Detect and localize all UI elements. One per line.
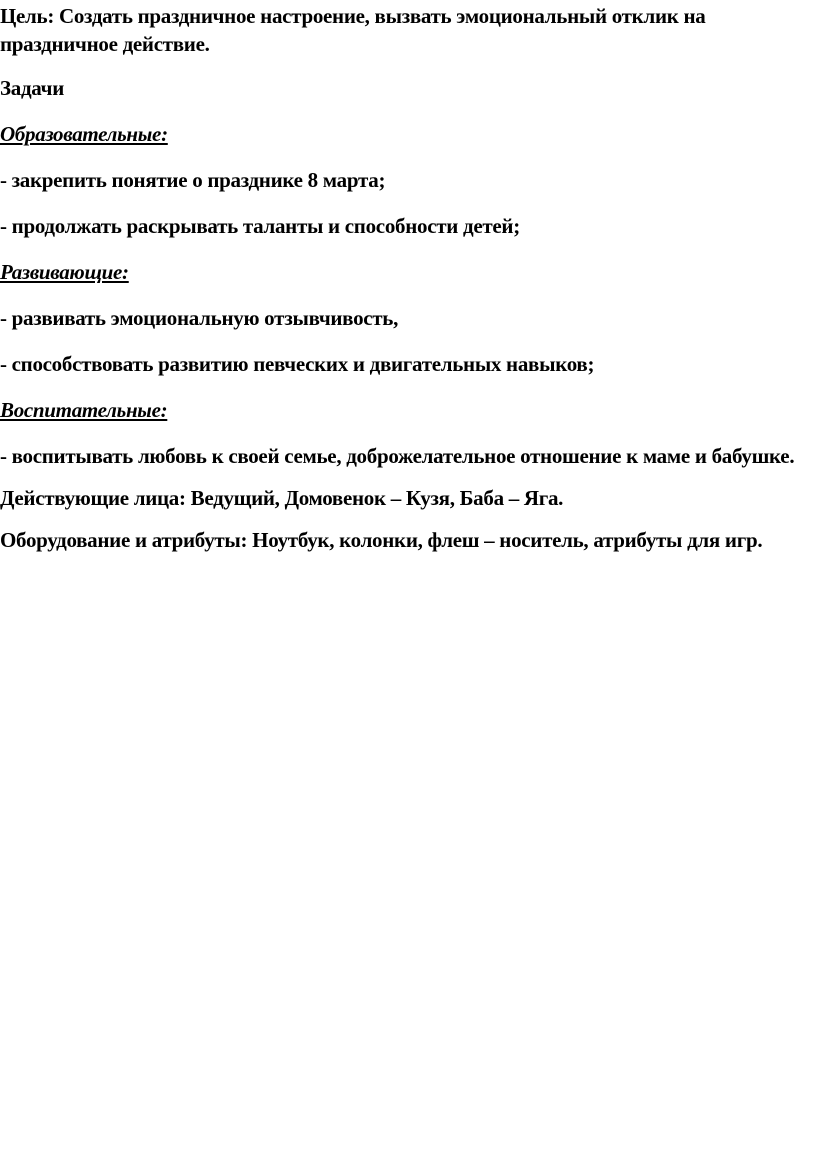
goal-label: Цель: (0, 4, 55, 28)
list-item: - закрепить понятие о празднике 8 марта; (0, 168, 386, 192)
characters-text: Ведущий, Домовенок – Кузя, Баба – Яга. (185, 486, 564, 510)
equipment-paragraph (0, 526, 804, 554)
equipment-text: Ноутбук, колонки, флеш – носитель, атрибуты для игр. (247, 528, 763, 552)
characters-paragraph (0, 484, 804, 512)
goal-paragraph (0, 2, 804, 58)
list-item: - продолжать раскрывать таланты и способности детей; (0, 214, 520, 238)
list-item: - развивать эмоциональную отзывчивость, (0, 306, 399, 330)
section-heading-educational: Образовательные: (0, 122, 168, 146)
tasks-heading: Задачи (0, 76, 65, 100)
list-item: - способствовать развитию певческих и двигательных навыков; (0, 352, 595, 376)
characters-label: Действующие лица: (0, 486, 186, 510)
equipment-label: Оборудование и атрибуты: (0, 528, 248, 552)
section-heading-upbringing: Воспитательные: (0, 398, 168, 422)
section-heading-developmental: Развивающие: (0, 260, 129, 284)
goal-text: Создать праздничное настроение, вызвать эмоциональный отклик на праздничное действие. (0, 4, 706, 56)
list-item: - воспитывать любовь к своей семье, доброжелательное отношение к маме и бабушке. (0, 444, 795, 468)
